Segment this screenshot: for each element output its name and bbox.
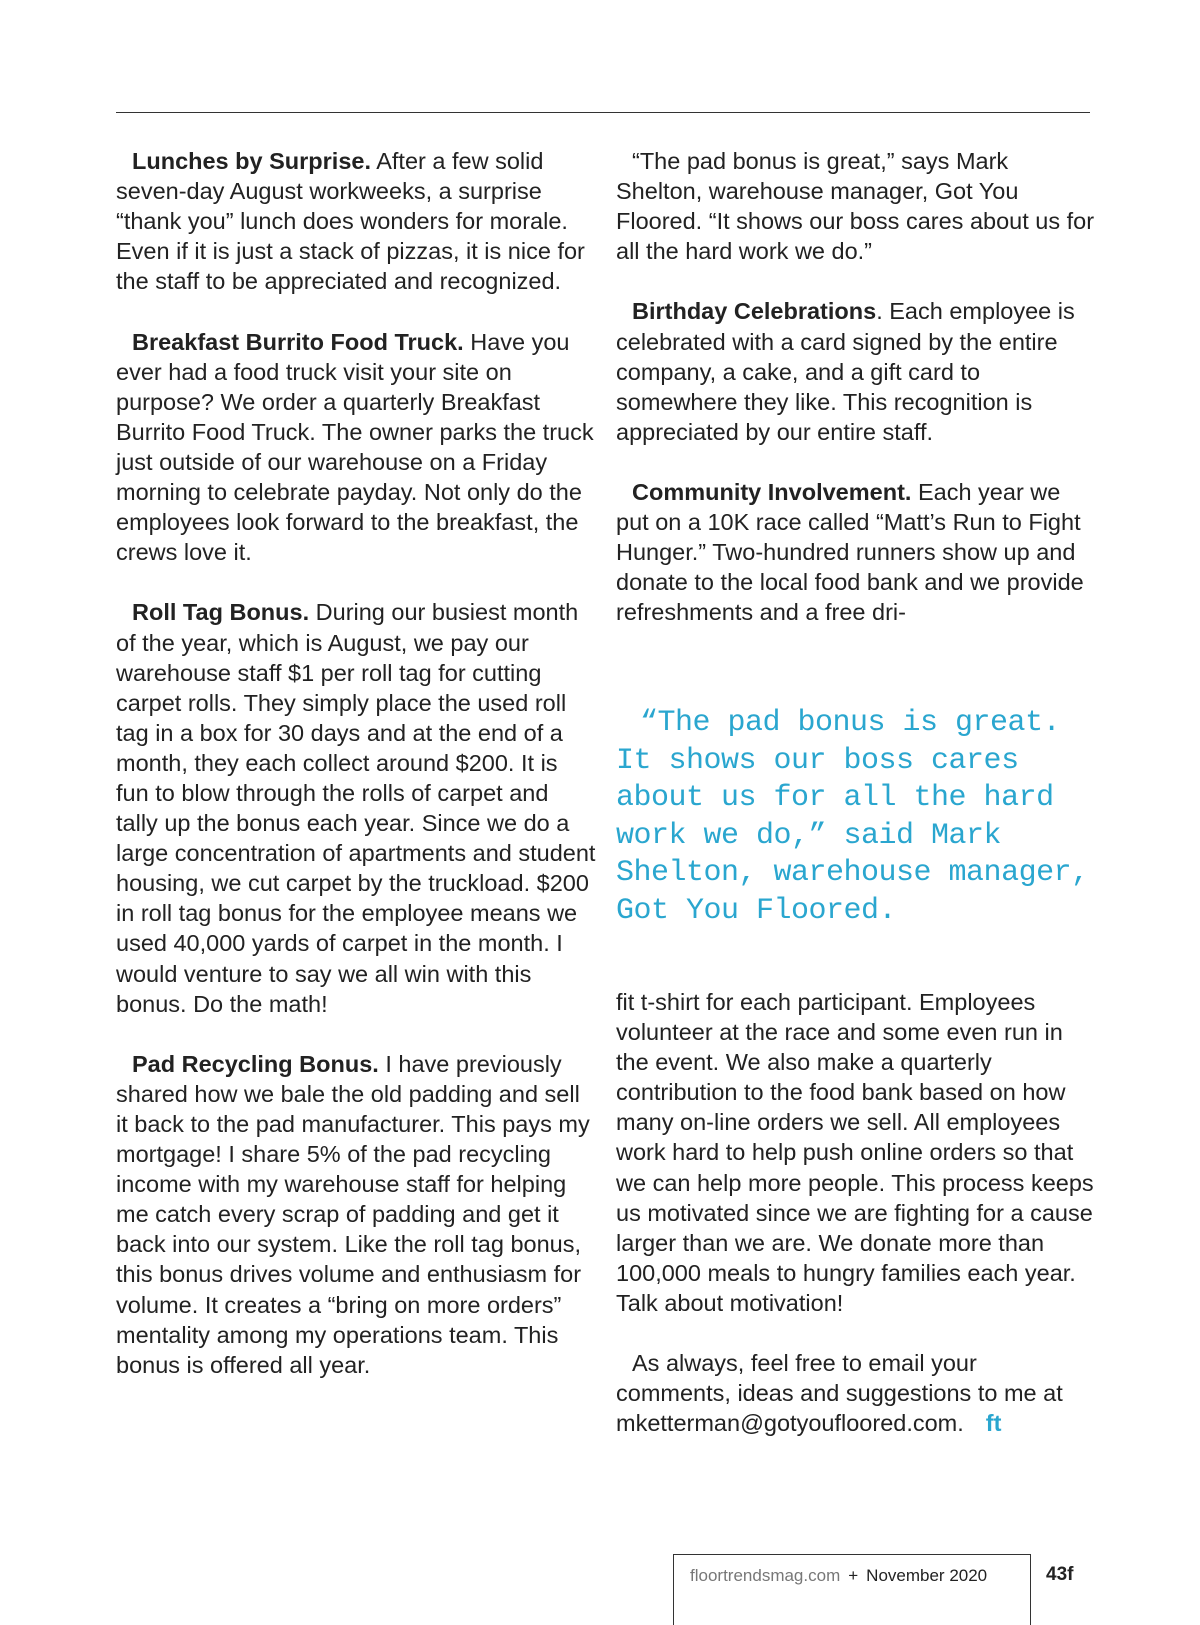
end-mark: ft [985,1410,1002,1437]
heading-pad-recycling: Pad Recycling Bonus. [132,1050,379,1077]
footer-date: November 2020 [866,1566,988,1585]
footer-site: floortrendsmag.com [690,1566,841,1585]
body-lunches: After a few solid seven-day August workweeks, a surprise “thank you” lunch does wonders for morale. Even if it is just a stack of pizzas, it is nice for the staff to be appreciated and recognized. [116,148,585,295]
footer-text [690,1566,987,1586]
body-birthday: . Each employee is celebrated with a card signed by the entire company, a cake, and a gift card to somewhere they like. This recognition is appreciated by our entire staff. [616,298,1075,445]
body-roll-tag: During our busiest month of the year, which is August, we pay our warehouse staff $1 per roll tag for cutting carpet rolls. They simply place the used roll tag in a box for 30 days and at the end of a month, they each collect around $200. It is fun to blow through the rolls of carpet and tally up the bonus each year. Since we do a large concentration of apartments and student housing, we cut carpet by the truckload. $200 in roll tag bonus for the employee means we used 40,000 yards of carpet in the month. I would venture to say we all win with this bonus. Do the math! [116,599,596,1017]
paragraph-closing [616,1348,1096,1438]
heading-roll-tag: Roll Tag Bonus. [132,599,310,626]
footer-separator: + [848,1566,859,1585]
heading-lunches: Lunches by Surprise. [132,148,371,174]
paragraph-lunches [116,146,596,296]
paragraph-burrito [116,327,596,568]
paragraph-roll-tag [116,597,596,1018]
paragraph-continuation: fit t-shirt for each participant. Employees volunteer at the race and some even run in the event. We also make a quarterly contribution to the food bank based on how many on-line orders we sell. All employees work hard to help push online orders so that we can help more people. This process keeps us motivated since we are fighting for a cause larger than we are. We donate more than 100,000 meals to hungry families each year. Talk about motivation! [616,989,1094,1316]
paragraph-quote: “The pad bonus is great,” says Mark Shelton, warehouse manager, Got You Floored. “It shows our boss cares about us for all the hard work we do.” [616,148,1095,265]
page-number: 43f [1046,1564,1074,1585]
body-burrito: Have you ever had a food truck visit your site on purpose? We order a quarterly Breakfast Burrito Food Truck. The owner parks the truck just outside of our warehouse on a Friday morning to celebrate payday. Not only do the employees look forward to the breakfast, the crews love it. [116,328,594,566]
right-column-bottom [616,987,1096,1469]
heading-community: Community Involvement. [632,479,912,506]
heading-burrito: Breakfast Burrito Food Truck. [132,328,464,355]
body-pad-recycling: I have previously shared how we bale the old padding and sell it back to the pad manufacturer. This pays my mortgage! I share 5% of the pad recycling income with my warehouse staff for helping me catch every scrap of padding and get it back into our system. Like the roll tag bonus, this bonus drives volume and enthusiasm for volume. It creates a “bring on more orders” mentality among my operations team. This bonus is offered all year. [116,1050,590,1378]
heading-birthday: Birthday Celebrations [632,298,877,325]
paragraph-birthday [616,296,1096,446]
left-column [116,146,596,1410]
pull-quote: “The pad bonus is great. It shows our boss cares about us for all the hard work we do,” said Mark Shelton, warehouse manager, Got You Floored. [616,706,1089,928]
paragraph-community [616,477,1096,627]
footer-box [673,1554,1031,1625]
body-community: Each year we put on a 10K race called “Matt’s Run to Fight Hunger.” Two-hundred runners show up and donate to the local food bank and we provide refreshments and a free dri- [616,479,1084,626]
closing-text: As always, feel free to email your comments, ideas and suggestions to me at mketterman@gotyoufloored.com. [616,1350,1063,1437]
right-column-top [616,146,1096,658]
paragraph-pad-recycling [116,1049,596,1380]
top-rule [116,112,1090,113]
